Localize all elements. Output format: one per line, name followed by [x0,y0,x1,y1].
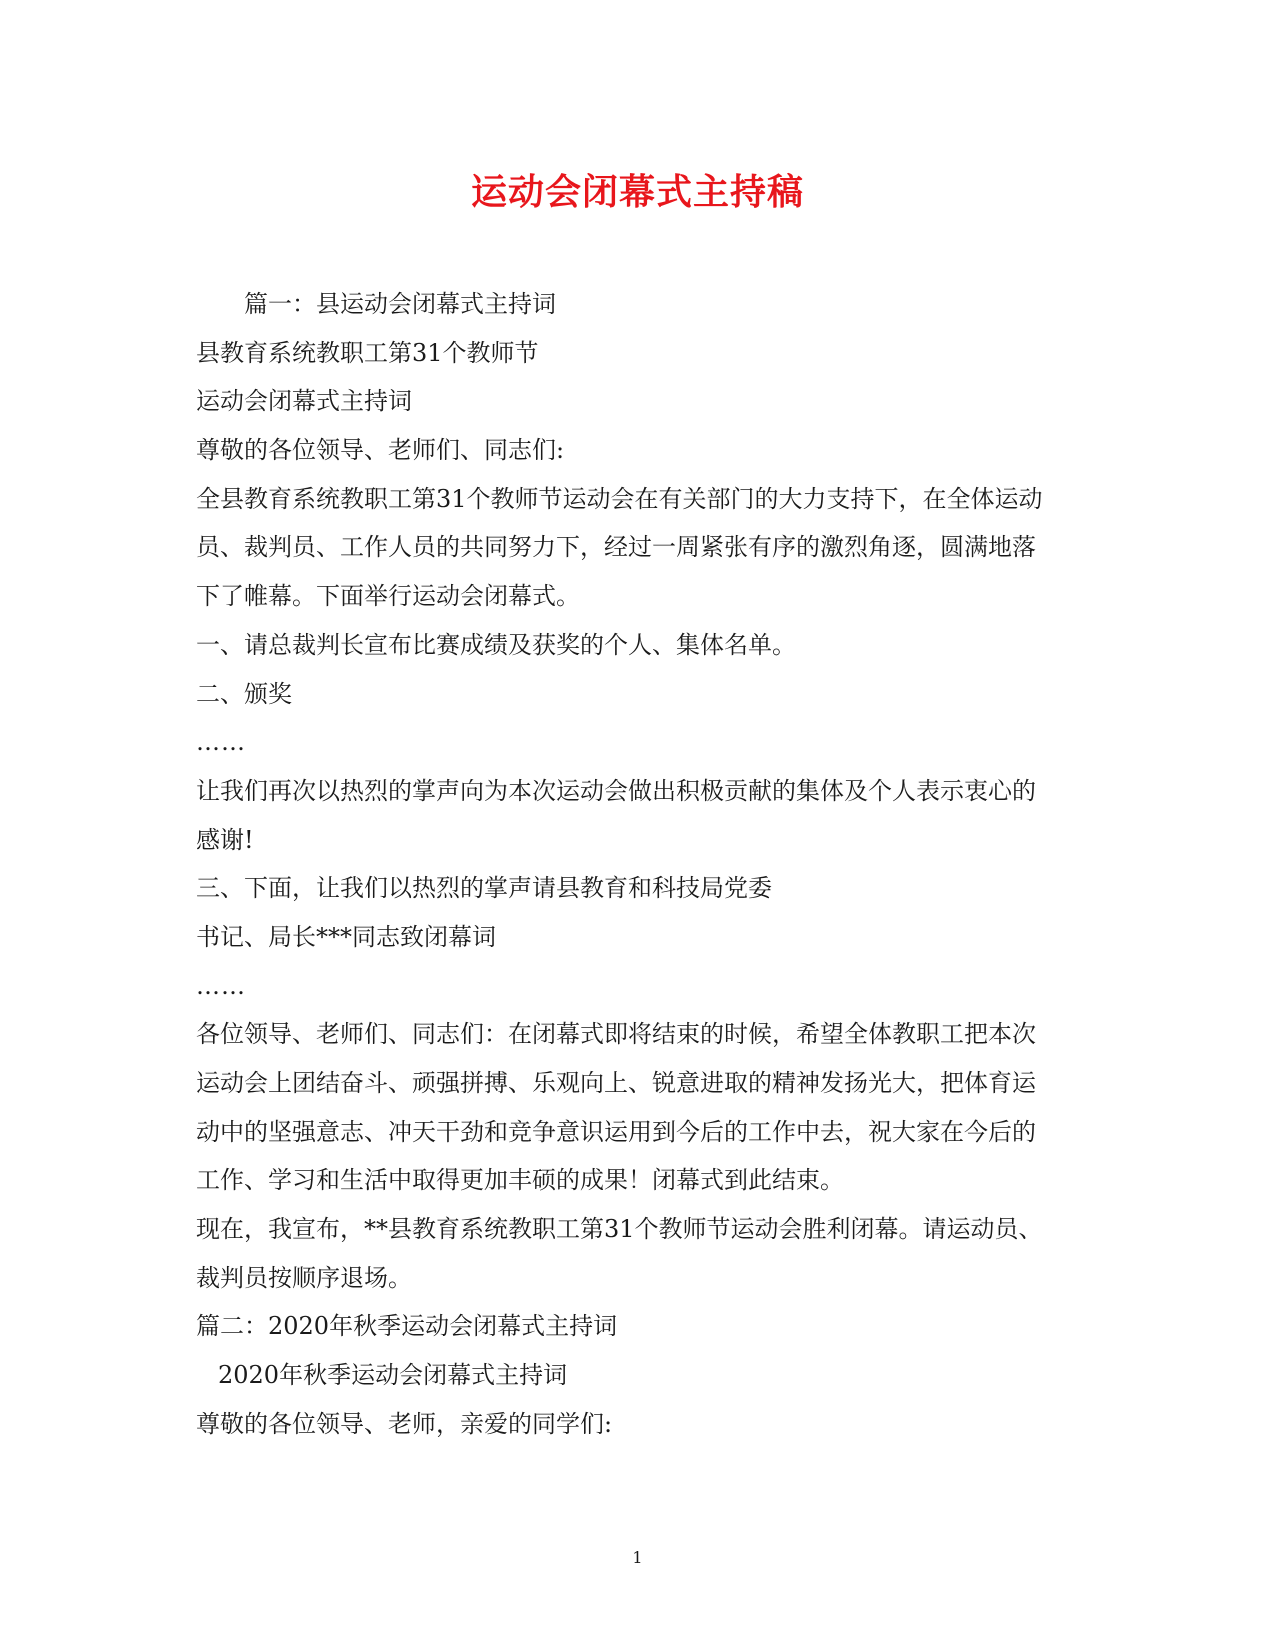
ellipsis-line: …… [196,971,246,1000]
paragraph-line: 工作、学习和生活中取得更加丰硕的成果！闭幕式到此结束。 [196,1166,844,1195]
document-title: 运动会闭幕式主持稿 [470,171,804,213]
paragraph-line: 感谢! [196,825,254,854]
paragraph-line: 让我们再次以热烈的掌声向为本次运动会做出积极贡献的集体及个人表示衷心的 [196,776,1036,805]
section-heading-1: 篇一：县运动会闭幕式主持词 [244,290,556,318]
paragraph-line: 员、裁判员、工作人员的共同努力下，经过一周紧张有序的激烈角逐，圆满地落 [196,533,1036,562]
paragraph-line: 书记、局长***同志致闭幕词 [196,922,496,951]
paragraph-line: 全县教育系统教职工第31个教师节运动会在有关部门的大力支持下，在全体运动 [196,484,1043,513]
paragraph-line: 各位领导、老师们、同志们：在闭幕式即将结束的时候，希望全体教职工把本次 [196,1020,1036,1049]
document-body [196,280,1076,1449]
greeting-line: 尊敬的各位领导、老师，亲爱的同学们: [196,1409,613,1438]
ellipsis-line: …… [196,728,246,757]
paragraph-line: 运动会闭幕式主持词 [196,387,412,416]
paragraph-line: 一、请总裁判长宣布比赛成绩及获奖的个人、集体名单。 [196,630,796,659]
paragraph-line: 县教育系统教职工第31个教师节 [196,338,539,367]
paragraph-line: 现在，我宣布，**县教育系统教职工第31个教师节运动会胜利闭幕。请运动员、 [196,1215,1043,1244]
section-heading-2: 篇二：2020年秋季运动会闭幕式主持词 [196,1312,618,1341]
greeting-line: 尊敬的各位领导、老师们、同志们: [196,436,565,465]
paragraph-line: 下了帷幕。下面举行运动会闭幕式。 [196,582,580,611]
paragraph-line: 三、下面，让我们以热烈的掌声请县教育和科技局党委 [196,874,772,903]
page-number: 1 [632,1548,643,1567]
paragraph-line: 动中的坚强意志、冲天干劲和竞争意识运用到今后的工作中去，祝大家在今后的 [196,1117,1036,1146]
paragraph-line: 裁判员按顺序退场。 [196,1263,412,1292]
paragraph-line: 运动会上团结奋斗、顽强拼搏、乐观向上、锐意进取的精神发扬光大，把体育运 [196,1069,1036,1097]
paragraph-line: 二、颁奖 [196,679,292,708]
paragraph-line: 2020年秋季运动会闭幕式主持词 [218,1361,568,1390]
